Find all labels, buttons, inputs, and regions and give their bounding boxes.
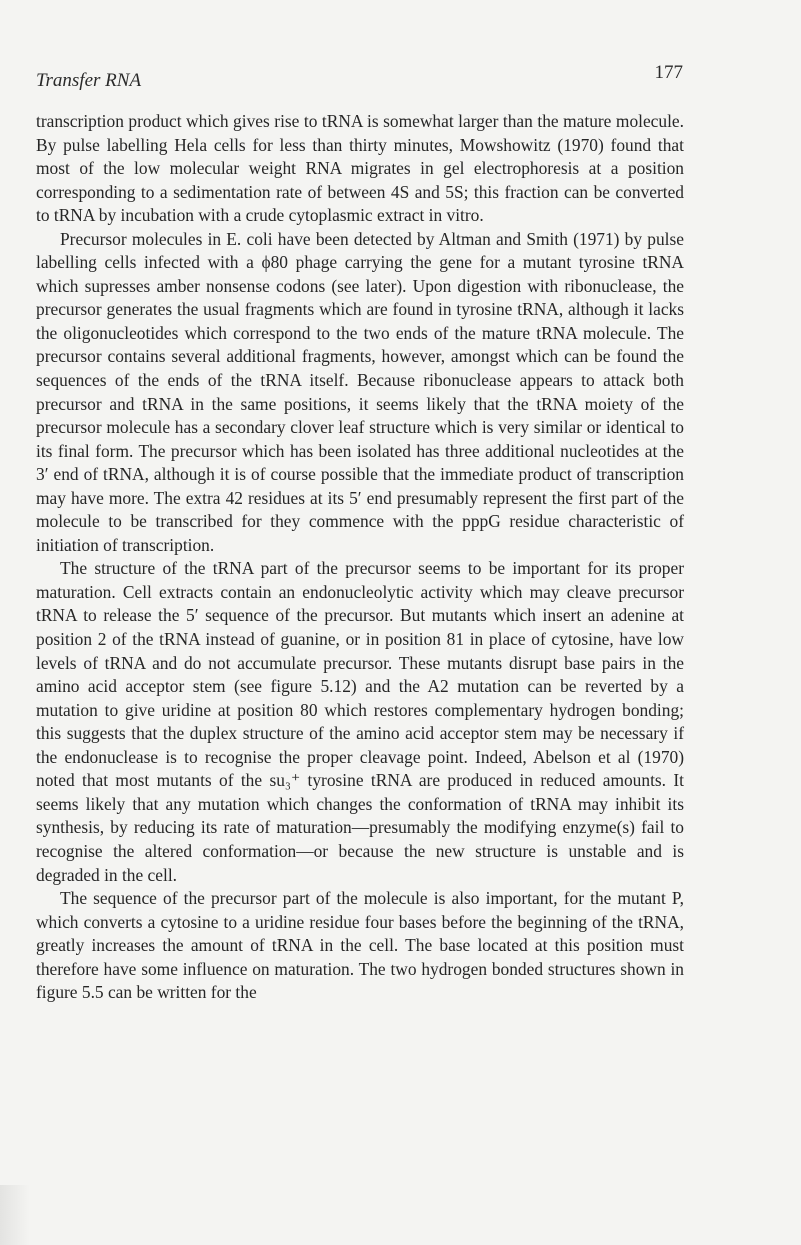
paragraph-3: The structure of the tRNA part of the precursor seems to be important for its proper maturation. Cell extracts contain an endonucleolytic activity which may cleave precursor tRNA to release the 5′ sequence of the precursor. But mutants which insert an adenine at position 2 of the tRNA instead of guanine, or in position 81 in place of cytosine, have low levels of tRNA and do not accumulate precursor. These mutants disrupt base pairs in the amino acid acceptor stem (see figure 5.12) and the A2 mutation can be reverted by a mutation to give uridine at position 80 which restores complementary hydrogen bonding; this suggests that the duplex structure of the amino acid acceptor stem may be necessary if the endonuclease is to recognise the proper cleavage point. Indeed, Abelson et al (1970) noted that most mutants of the su₃⁺ tyrosine tRNA are produced in reduced amounts. It seems likely that any mutation which changes the conformation of tRNA may inhibit its synthesis, by reducing its rate of maturation—presumably the modifying enzyme(s) fail to recognise the altered conformation—or because the new structure is unstable and is degraded in the cell. xyxy=(36,558,684,885)
scan-edge-shadow xyxy=(0,1185,30,1245)
paragraph-1: transcription product which gives rise to tRNA is somewhat larger than the mature molecule. By pulse labelling Hela cells for less than thirty minutes, Mowshowitz (1970) found that most of the low molecular weight RNA migrates in gel electrophoresis at a position corresponding to a sedimentation rate of between 4S and 5S; this fraction can be converted to tRNA by incubation with a crude cytoplasmic extract in vitro. xyxy=(36,111,684,226)
running-title: Transfer RNA xyxy=(36,70,142,91)
page-header xyxy=(36,62,683,94)
body-text xyxy=(36,110,684,1005)
paragraph-2: Precursor molecules in E. coli have been detected by Altman and Smith (1971) by pulse labelling cells infected with a ϕ80 phage carrying the gene for a mutant tyrosine tRNA which supresses amber nonsense codons (see later). Upon digestion with ribonuclease, the precursor generates the usual fragments which are found in tyrosine tRNA, although it lacks the oligonucleotides which correspond to the two ends of the mature tRNA molecule. The precursor contains several additional fragments, however, amongst which can be found the sequences of the ends of the tRNA itself. Because ribonuclease appears to attack both precursor and tRNA in the same positions, it seems likely that the tRNA moiety of the precursor molecule has a secondary clover leaf structure which is very similar or identical to its final form. The precursor which has been isolated has three additional nucleotides at the 3′ end of tRNA, although it is of course possible that the immediate product of transcription may have more. The extra 42 residues at its 5′ end presumably represent the first part of the molecule to be transcribed for they commence with the pppG residue characteristic of initiation of transcription. xyxy=(36,228,684,555)
page-number: 177 xyxy=(654,62,683,83)
paragraph-4: The sequence of the precursor part of the molecule is also important, for the mutant P, which converts a cytosine to a uridine residue four bases before the beginning of the tRNA, greatly increases the amount of tRNA in the cell. The base located at this position must therefore have some influence on maturation. The two hydrogen bonded structures shown in figure 5.5 can be written for the xyxy=(36,888,684,1003)
